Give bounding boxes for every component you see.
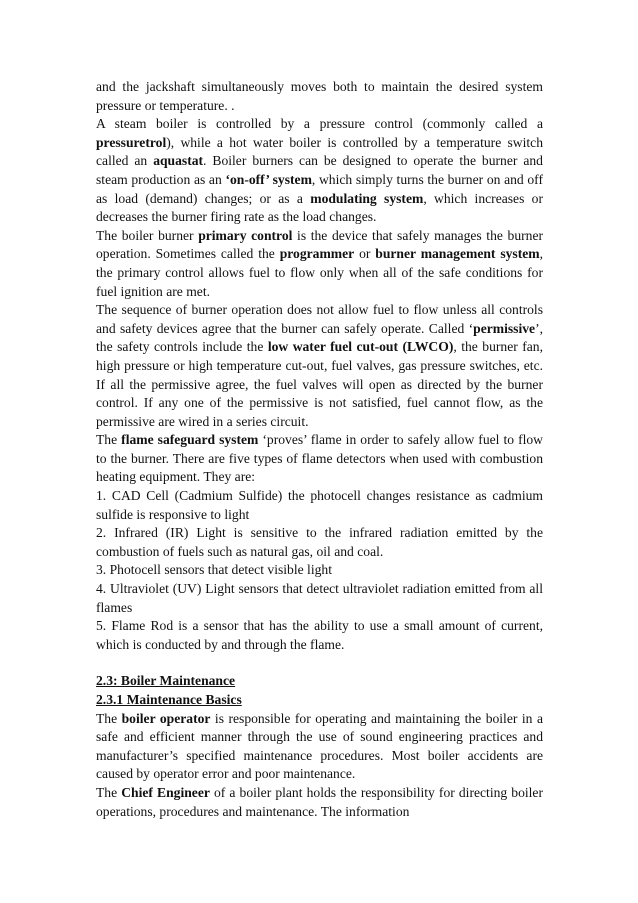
bold-term: aquastat bbox=[153, 153, 204, 169]
text-run: ‘proves’ flame in order to safely allow fuel to flow to the burner. There are five types of flame detectors when used with combustion heating equipment. They are: bbox=[96, 432, 543, 485]
text-run: 1. CAD Cell (Cadmium Sulfide) the photocell changes resistance as cadmium sulfide is responsive to light bbox=[96, 488, 543, 522]
paragraph bbox=[96, 115, 543, 227]
bold-term: low water fuel cut-out (LWCO) bbox=[267, 339, 454, 355]
paragraph bbox=[96, 710, 543, 784]
paragraph bbox=[96, 561, 543, 580]
bold-term: programmer bbox=[279, 246, 355, 262]
text-run: The bbox=[96, 784, 122, 800]
paragraph bbox=[96, 617, 543, 654]
text-run: 5. Flame Rod is a sensor that has the ability to use a small amount of current, which is conducted by and through the flame. bbox=[96, 618, 543, 652]
paragraph bbox=[96, 524, 543, 561]
paragraph bbox=[96, 580, 543, 617]
text-run: 3. Photocell sensors that detect visible light bbox=[96, 562, 332, 578]
text-run: is responsible for operating and maintaining the boiler in a safe and efficient manner through the use of sound engineering practices and manufacturer’s specified maintenance procedures. Most boiler accidents are caused by operator error and poor maintenance. bbox=[96, 710, 543, 782]
text-run: , which simply turns the burner on and off as load (demand) changes; or as a bbox=[96, 171, 543, 206]
paragraph bbox=[96, 227, 543, 301]
page-content bbox=[96, 78, 543, 821]
paragraph bbox=[96, 784, 543, 821]
bold-term: pressuretrol bbox=[96, 134, 167, 150]
text-run: ’, the safety controls include the bbox=[96, 320, 543, 355]
text-run: 4. Ultraviolet (UV) Light sensors that detect ultraviolet radiation emitted from all flames bbox=[96, 581, 543, 615]
text-run: is the device that safely manages the burner operation. Sometimes called the bbox=[96, 227, 544, 262]
body-text-block-continued bbox=[96, 710, 543, 822]
bold-term: flame safeguard system bbox=[121, 432, 259, 448]
body-text-block bbox=[96, 78, 543, 654]
text-run: or bbox=[354, 246, 376, 262]
text-run: of a boiler plant holds the responsibility for directing boiler operations, procedures and maintenance. The information bbox=[96, 784, 543, 819]
bold-term: primary control bbox=[198, 227, 293, 243]
text-run: The sequence of burner operation does not allow fuel to flow unless all controls and safety devices agree that the burner can safely operate. Called ‘ bbox=[96, 302, 543, 336]
text-run: , the primary control allows fuel to flow only when all of the safe conditions for fuel ignition are met. bbox=[96, 246, 543, 299]
paragraph bbox=[96, 78, 543, 115]
text-run: . Boiler burners can be designed to operate the burner and steam production as an bbox=[96, 153, 543, 187]
text-run: 2. Infrared (IR) Light is sensitive to the infrared radiation emitted by the combustion of fuels such as natural gas, oil and coal. bbox=[96, 525, 543, 559]
text-run: ), while a hot water boiler is controlled by a temperature switch called an bbox=[96, 134, 543, 169]
bold-term: boiler operator bbox=[121, 710, 211, 726]
text-run: The boiler burner bbox=[96, 227, 199, 243]
text-run: , the burner fan, high pressure or high temperature cut-out, fuel valves, gas pressure switches, etc. If all the permissive agree, the fuel valves will open as directed by the burner control. If any one of the permissive is not satisfied, fuel cannot flow, as the permissive are wired in a series circuit. bbox=[96, 339, 543, 429]
bold-term: burner management system bbox=[375, 246, 540, 262]
paragraph-gap bbox=[96, 654, 543, 672]
text-run: A steam boiler is controlled by a pressure control (commonly called a bbox=[96, 116, 543, 132]
bold-term: Chief Engineer bbox=[121, 784, 210, 800]
text-run: , which increases or decreases the burner firing rate as the load changes. bbox=[96, 190, 544, 225]
text-run: The bbox=[96, 710, 122, 726]
paragraph bbox=[96, 301, 543, 431]
paragraph bbox=[96, 487, 543, 524]
paragraph bbox=[96, 431, 543, 487]
bold-term: permissive bbox=[473, 320, 536, 336]
bold-term: ‘on-off’ system bbox=[225, 171, 312, 187]
bold-term: modulating system bbox=[310, 190, 424, 206]
section-heading: 2.3: Boiler Maintenance bbox=[96, 673, 236, 689]
subsection-heading: 2.3.1 Maintenance Basics bbox=[96, 692, 242, 707]
text-run: and the jackshaft simultaneously moves both to maintain the desired system pressure or temperature. . bbox=[96, 79, 543, 113]
text-run: The bbox=[96, 432, 122, 448]
